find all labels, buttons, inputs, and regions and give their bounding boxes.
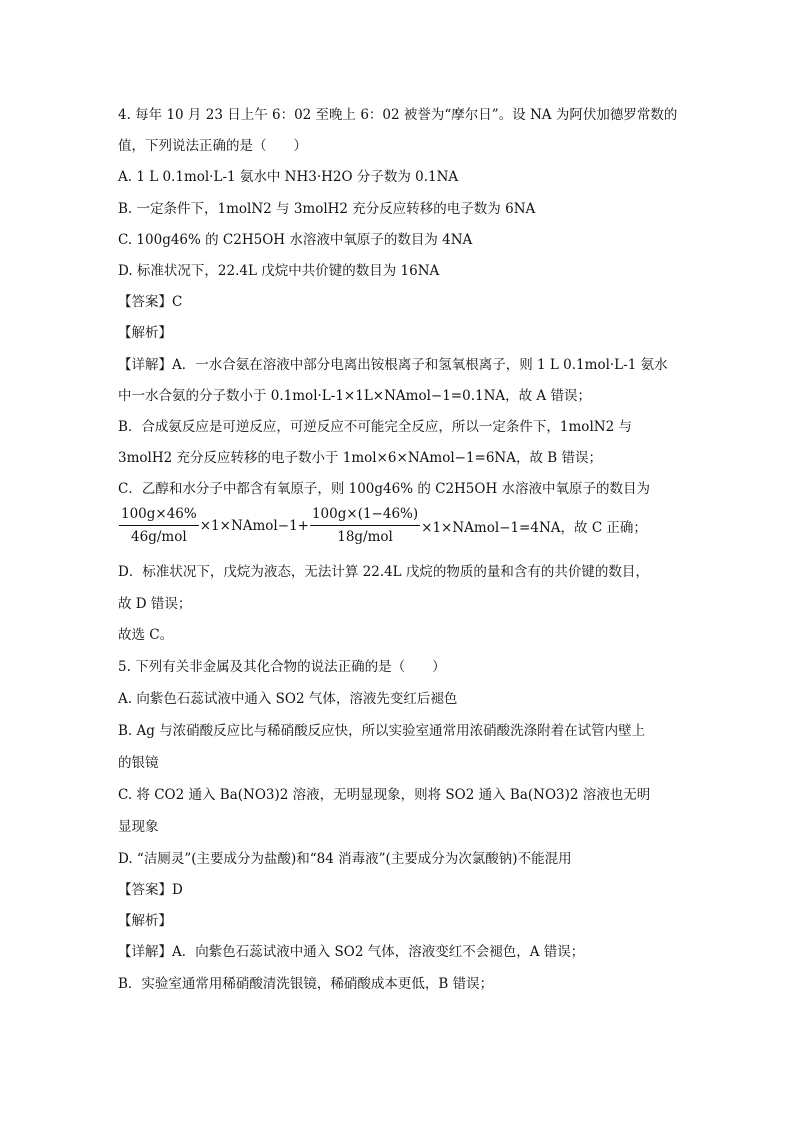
q4-conclusion: 故选 C。	[118, 626, 174, 643]
q5-option-b-line1: B. Ag 与浓硝酸反应比与稀硝酸反应快，所以实验室通常用浓硝酸洗涤附着在试管内壁上	[118, 723, 646, 739]
q4-analysis-heading: 【解析】	[118, 325, 172, 342]
q5-answer: 【答案】D	[118, 882, 183, 898]
q4-option-d: D. 标准状况下，22.4L 戊烷中共价键的数目为 16NA	[118, 262, 440, 279]
fraction-1-numerator: 100g×46%	[119, 505, 199, 526]
q4-stem-line2: 值，下列说法正确的是（ ）	[118, 138, 307, 155]
q5-option-d: D. “洁厕灵”(主要成分为盐酸)和“84 消毒液”(主要成分为次氯酸钠)不能混用	[118, 851, 572, 867]
q4-detail-d-line1: D．标准状况下，戊烷为液态，无法计算 22.4L 戊烷的物质的量和含有的共价键的数目，	[118, 564, 649, 581]
fraction-2-tail: ×1×NAmol−1=4NA，故 C 正确；	[421, 519, 647, 536]
fraction-2	[310, 505, 420, 546]
q5-option-b-line2: 的银镜	[118, 755, 159, 771]
q4-option-a: A. 1 L 0.1mol·L-1 氨水中 NH3·H2O 分子数为 0.1NA	[118, 169, 459, 186]
fraction-2-denominator: 18g/mol	[337, 529, 393, 546]
q4-option-b: B. 一定条件下，1molN2 与 3molH2 充分反应转移的电子数为 6NA	[118, 200, 536, 217]
q4-detail-d-line2: 故 D 错误；	[118, 595, 192, 612]
q4-fraction-expression	[118, 505, 680, 557]
fraction-1-denominator: 46g/mol	[131, 529, 187, 546]
q5-option-c-line1: C. 将 CO2 通入 Ba(NO3)2 溶液，无明显现象，则将 SO2 通入 Ba(NO3)2 溶液也无明	[118, 787, 651, 803]
q5-detail-a: 【详解】A．向紫色石蕊试液中通入 SO2 气体，溶液变红不会褪色，A 错误；	[118, 944, 585, 961]
q4-stem-line1: 4. 每年 10 月 23 日上午 6：02 至晚上 6：02 被誉为“摩尔日”。设 NA 为阿伏加德罗常数的	[118, 107, 678, 123]
q4-detail-a-line2: 中一水合氨的分子数小于 0.1mol·L-1×1L×NAmol−1=0.1NA，故 A 错误；	[118, 387, 591, 404]
fraction-1-multiplier: ×1×NAmol−1+	[199, 517, 309, 534]
q4-detail-b-line2: 3molH2 充分反应转移的电子数小于 1mol×6×NAmol−1=6NA，故 B 错误；	[118, 450, 603, 467]
q4-answer: 【答案】C	[118, 294, 183, 311]
document-content	[118, 100, 680, 1000]
q4-detail-b-line1: B．合成氨反应是可逆反应，可逆反应不可能完全反应，所以一定条件下，1molN2 与	[118, 418, 632, 435]
q5-analysis-heading: 【解析】	[118, 913, 172, 930]
q5-option-a: A. 向紫色石蕊试液中通入 SO2 气体，溶液先变红后褪色	[118, 691, 458, 707]
q5-option-c-line2: 显现象	[118, 819, 159, 835]
q4-option-c: C. 100g46% 的 C2H5OH 水溶液中氧原子的数目为 4NA	[118, 231, 473, 248]
q4-detail-a-line1: 【详解】A．一水合氨在溶液中部分电离出铵根离子和氢氧根离子，则 1 L 0.1mol·L-1 氨水	[118, 356, 668, 373]
q5-detail-b: B．实验室通常用稀硝酸清洗银镜，稀硝酸成本更低，B 错误；	[118, 975, 494, 992]
fraction-2-numerator: 100g×(1−46%)	[310, 505, 420, 526]
q5-stem: 5. 下列有关非金属及其化合物的说法正确的是（ ）	[118, 659, 446, 675]
fraction-1	[119, 505, 199, 546]
q4-detail-c-line1: C．乙醇和水分子中都含有氧原子，则 100g46% 的 C2H5OH 水溶液中氧原子的数目为	[118, 481, 651, 498]
